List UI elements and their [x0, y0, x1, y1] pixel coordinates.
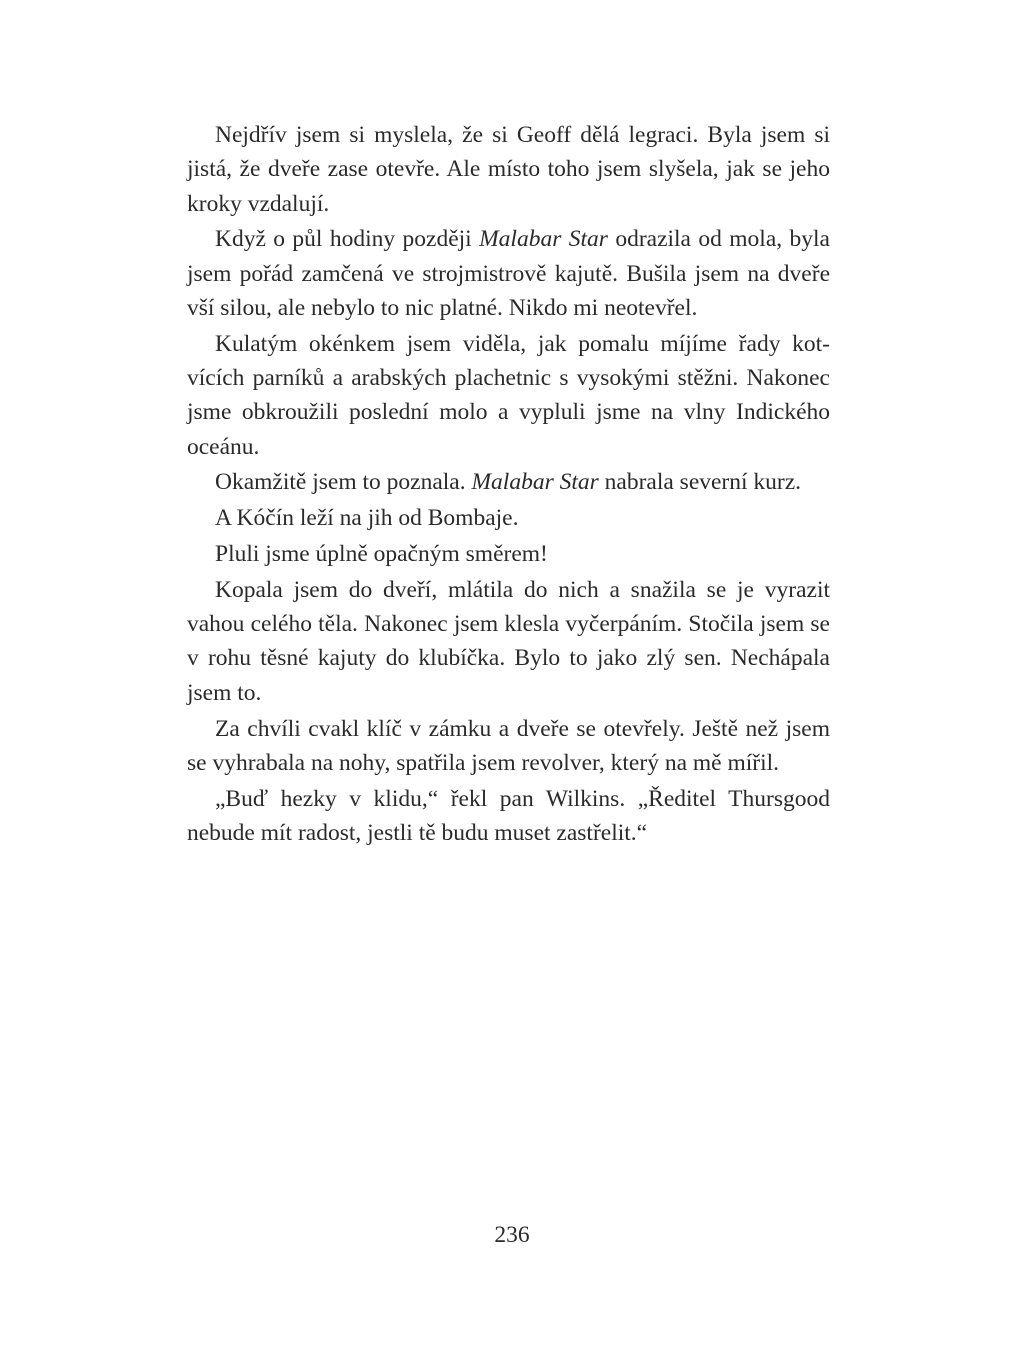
paragraph-text: nabrala severní kurz. [598, 469, 802, 496]
paragraph [187, 327, 830, 464]
page-number: 236 [494, 1222, 530, 1248]
paragraph [187, 573, 830, 710]
paragraph-text: Kulatým okénkem jsem viděla, jak pomalu míjíme řady kotvících parníků a arabských plachetnic s vysokými stěžni. Nakonec jsme obkroužili poslední molo a vypluli jsme na vlny Indického oceánu. [187, 330, 830, 460]
paragraph [187, 537, 830, 571]
paragraph-text: Okamžitě jsem to poznala. [215, 469, 472, 496]
page-body-text [187, 118, 830, 852]
paragraph-text: Když o půl hodiny později [215, 226, 480, 253]
paragraph-text: „Buď hezky v klidu,“ řekl pan Wilkins. „Ředitel Thursgood nebude mít radost, jestli tě budu muset zastřelit.“ [187, 785, 830, 846]
paragraph [187, 465, 830, 499]
paragraph [187, 222, 830, 325]
paragraph-text: Za chvíli cvakl klíč v zámku a dveře se otevřely. Ještě než jsem se vyhrabala na nohy, spatřila jsem revolver, který na mě mířil. [187, 715, 830, 776]
ship-name-italic: Malabar Star [471, 469, 599, 496]
paragraph-text: odrazila od mola, byla jsem pořád zamčená ve strojmistrově kajutě. Bušila jsem na dveře vší silou, ale nebylo to nic platné. Nikdo mi neotevřel. [187, 226, 830, 321]
ship-name-italic: Malabar Star [479, 226, 608, 253]
paragraph-text: Nejdřív jsem si myslela, že si Geoff dělá legraci. Byla jsem si jistá, že dveře zase otevře. Ale místo toho jsem slyšela, jak se jeho kroky vzdalují. [187, 122, 830, 217]
paragraph [187, 712, 830, 781]
paragraph-text: Kopala jsem do dveří, mlátila do nich a snažila se je vyrazit vahou celého těla. Nakonec jsem klesla vyčerpáním. Stočila jsem se v rohu těsné kajuty do klubíčka. Bylo to jako zlý sen. Nechápala jsem to. [187, 576, 830, 706]
paragraph [187, 501, 830, 535]
paragraph-text: A Kóčín leží na jih od Bombaje. [215, 505, 519, 532]
paragraph [187, 118, 830, 221]
paragraph [187, 782, 830, 851]
paragraph-text: Pluli jsme úplně opačným směrem! [215, 541, 548, 568]
